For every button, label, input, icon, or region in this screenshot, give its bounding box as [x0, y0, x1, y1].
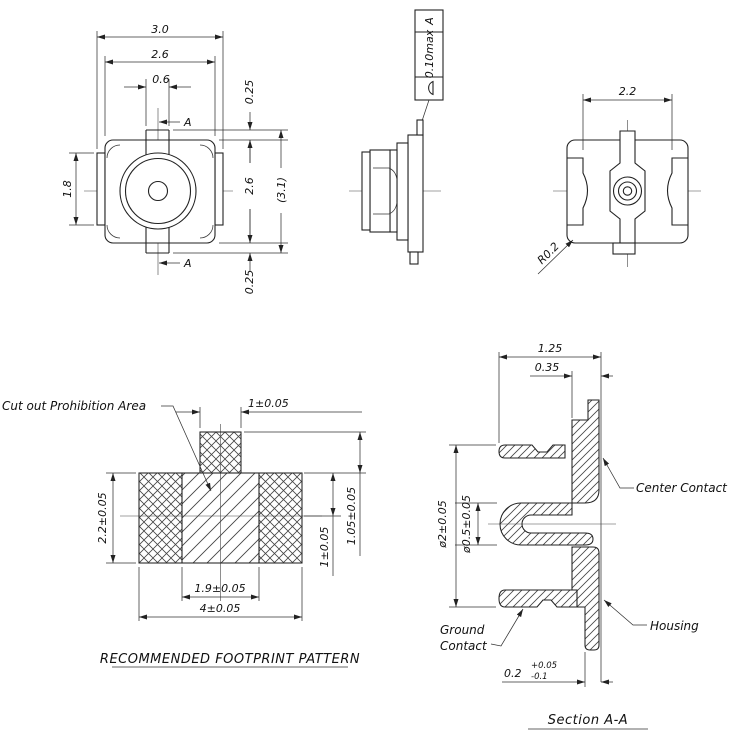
housing-leader — [604, 600, 647, 625]
section-caption: Section A-A — [547, 713, 629, 728]
dim-pad-gap: 1.9±0.05 — [194, 582, 246, 595]
dim-width: 2.2 — [618, 85, 637, 98]
profile-of-surface-icon — [429, 82, 433, 95]
flange-plate — [408, 135, 423, 252]
front-cap — [362, 152, 370, 230]
bottom-lead-tab — [410, 252, 418, 264]
dim-contact-depth: 0.35 — [534, 361, 560, 374]
label-housing: Housing — [650, 619, 699, 633]
signal-pad — [200, 432, 241, 473]
label-ground-line1: Ground — [440, 623, 485, 637]
dim-top-offset: 0.25 — [243, 79, 256, 105]
dim-outer-dia: ø2±0.05 — [436, 500, 449, 548]
footprint-view — [2, 397, 366, 667]
dim-ground-pad-height: 2.2±0.05 — [96, 492, 109, 544]
footprint-caption: RECOMMENDED FOOTPRINT PATTERN — [99, 652, 361, 667]
ground-pad-right — [259, 473, 302, 563]
dim-signal-pad-height: 1.05±0.05 — [345, 486, 358, 546]
dim-height: 1.25 — [537, 342, 563, 355]
section-label-bottom: A — [184, 257, 192, 270]
left-ear — [97, 153, 105, 225]
dim-overall-width: 3.0 — [151, 23, 169, 36]
top-lead-tab — [417, 120, 423, 135]
dim-signal-pad-width: 1±0.05 — [248, 397, 289, 410]
dim-bottom-offset: 0.25 — [243, 269, 256, 295]
fcf-tolerance: 0.10max — [423, 29, 436, 79]
center-contact-leader — [603, 458, 634, 488]
dim-overall-width: 4±0.05 — [199, 602, 241, 615]
dim-inner-dia: ø0.5±0.05 — [460, 495, 473, 553]
dim-body-width: 2.6 — [151, 48, 169, 61]
prohibition-callout: Cut out Prohibition Area — [2, 399, 147, 413]
label-ground-line2: Contact — [440, 639, 487, 653]
side-view — [349, 10, 443, 264]
bottom-view — [535, 85, 701, 274]
ground-contact-leader — [491, 609, 523, 646]
connector-body — [105, 140, 215, 243]
label-center-contact: Center Contact — [636, 481, 727, 495]
fcf-datum: A — [423, 17, 436, 25]
barrel — [370, 150, 390, 232]
ring — [390, 150, 397, 232]
dim-overall-height-ref: (3.1) — [275, 176, 288, 204]
dim-body-height: 2.6 — [243, 177, 256, 195]
fcf-leader — [422, 100, 429, 121]
ground-contact-bottom-leg — [499, 590, 577, 607]
dim-lead-thickness: 0.2 — [504, 667, 522, 680]
contact-hole — [623, 187, 631, 195]
prohibition-area — [182, 473, 259, 563]
radius-callout: R0.2 — [534, 239, 562, 267]
dim-side-tab-height: 1.8 — [61, 180, 74, 198]
center-contact-section — [500, 400, 599, 545]
section-label-top: A — [184, 116, 192, 129]
dim-lead-tol-plus: +0.05 — [531, 661, 558, 671]
bottom-tab — [613, 243, 635, 254]
dim-lead-tol-minus: -0.1 — [531, 672, 548, 682]
dim-strip-width: 0.6 — [152, 73, 170, 86]
right-ear — [215, 153, 223, 225]
ground-contact-top-leg — [499, 445, 565, 458]
section-view — [436, 342, 728, 729]
front-view — [61, 23, 288, 294]
ground-pad-left — [139, 473, 182, 563]
back-ring — [397, 143, 408, 240]
dim-top-to-center: 1±0.05 — [318, 526, 331, 568]
